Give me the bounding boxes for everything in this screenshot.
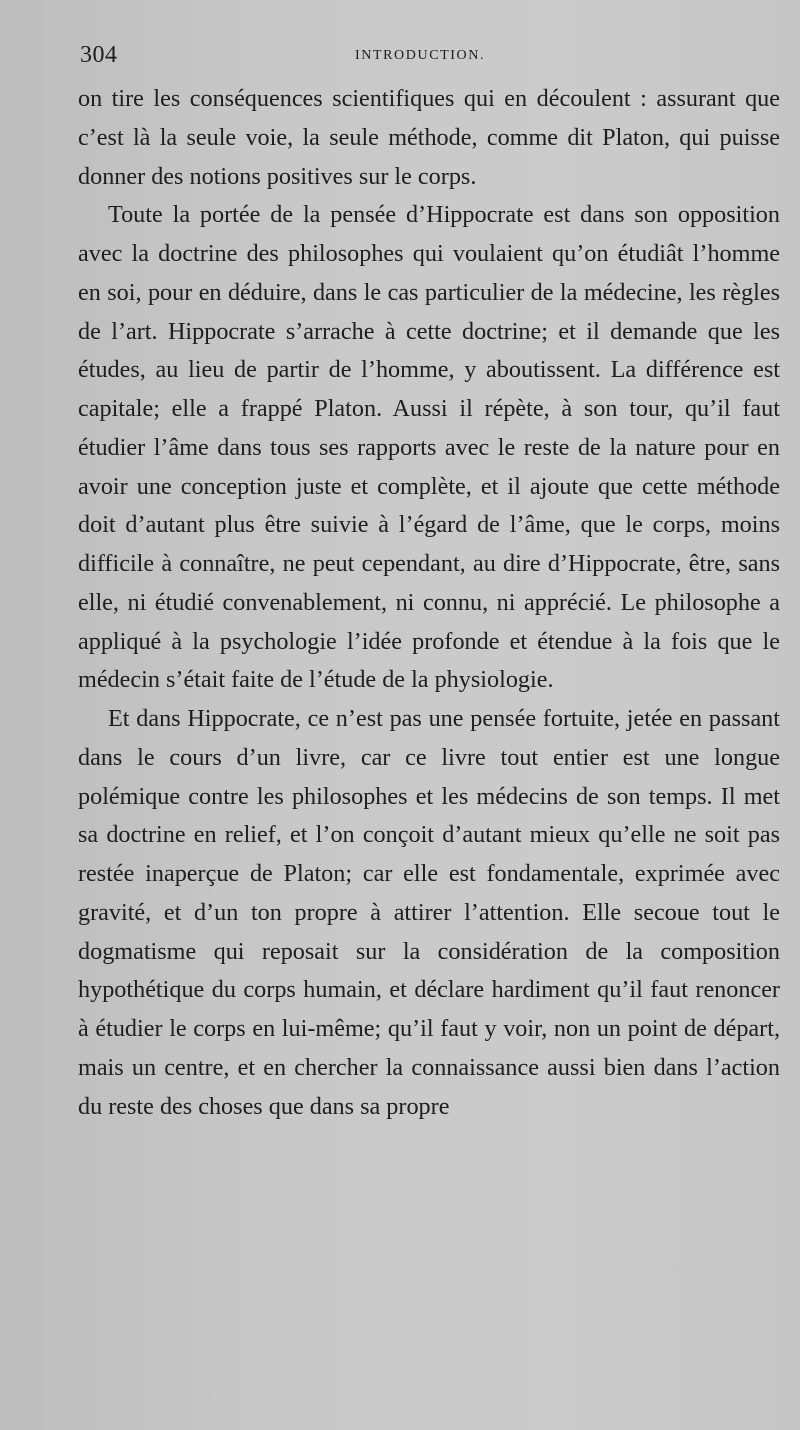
running-title: INTRODUCTION. <box>355 48 486 63</box>
paragraph-hippocrate-doctrine: Toute la portée de la pensée d’Hippocrate est dans son opposition avec la doctrine des philosophes qui voulaient qu’on étudiât l’homme en soi, pour en déduire, dans le cas particulier de la médecine, les règles de l’art. Hippocrate s’arrache à cette doctrine; et il demande que les études, au lieu de partir de l’homme, y aboutissent. La différence est capitale; elle a frappé Platon. Aussi il répète, à son tour, qu’il faut étudier l’âme dans tous ses rapports avec le reste de la nature pour en avoir une conception juste et complète, et il ajoute que cette méthode doit d’autant plus être suivie à l’égard de l’âme, que le corps, moins difficile à connaître, ne peut cependant, au dire d’Hippocrate, être, sans elle, ni étudié convenablement, ni connu, ni apprécié. Le philosophe a appliqué à la psychologie l’idée profonde et étendue à la fois que le médecin s’était faite de l’étude de la physiologie. <box>78 201 780 694</box>
body-text <box>78 80 780 1126</box>
paragraph-continued: on tire les conséquences scientifiques qui en découlent : assurant que c’est là la seule voie, la seule méthode, comme dit Platon, qui puisse donner des notions positives sur le corps. <box>78 85 780 190</box>
paragraph-polemique: Et dans Hippocrate, ce n’est pas une pensée fortuite, jetée en passant dans le cours d’un livre, car ce livre tout entier est une longue polémique contre les philosophes et les médecins de son temps. Il met sa doctrine en relief, et l’on conçoit d’autant mieux qu’elle ne soit pas restée inaperçue de Platon; car elle est fondamentale, exprimée avec gravité, et d’un ton propre à attirer l’attention. Elle secoue tout le dogmatisme qui reposait sur la considération de la composition hypothétique du corps humain, et déclare hardiment qu’il faut renoncer à étudier le corps en lui-même; qu’il faut y voir, non un point de départ, mais un centre, et en chercher la connaissance aussi bien dans l’action du reste des choses que dans sa propre <box>78 705 780 1120</box>
page-number: 304 <box>80 42 118 68</box>
page-header <box>80 40 770 74</box>
